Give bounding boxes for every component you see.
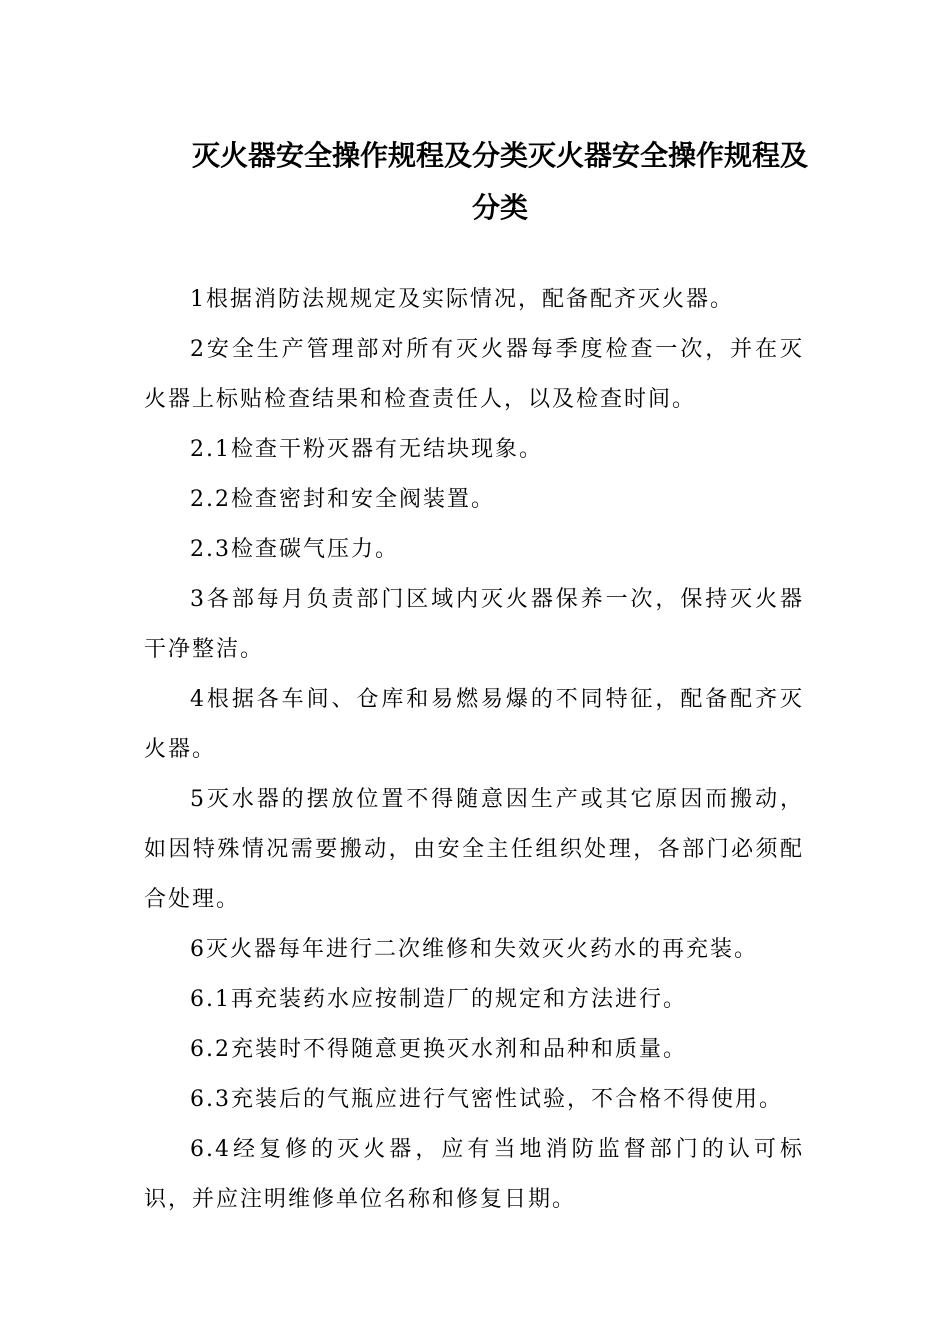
paragraph-4: 4根据各车间、仓库和易燃易爆的不同特征，配备配齐灭火器。: [144, 687, 804, 762]
paragraph-6: 6灭火器每年进行二次维修和失效灭火药水的再充装。: [190, 937, 758, 962]
paragraph-6-3: 6.3充装后的气瓶应进行气密性试验，不合格不得使用。: [190, 1087, 783, 1112]
paragraph-2: 2安全生产管理部对所有灭火器每季度检查一次，并在灭火器上标贴检查结果和检查责任人，以及检查时间。: [144, 337, 804, 412]
paragraph-6-2: 6.2充装时不得随意更换灭水剂和品种和质量。: [190, 1037, 687, 1062]
paragraph-6-1: 6.1再充装药水应按制造厂的规定和方法进行。: [190, 987, 687, 1012]
paragraph-6-4: 6.4经复修的灭火器，应有当地消防监督部门的认可标识，并应注明维修单位名称和修复日期。: [144, 1137, 804, 1212]
document-title: 灭火器安全操作规程及分类灭火器安全操作规程及分类: [191, 139, 808, 224]
paragraph-2-1: 2.1检查干粉灭器有无结块现象。: [190, 437, 543, 462]
paragraph-2-3: 2.3检查碳气压力。: [190, 537, 399, 562]
paragraph-5: 5灭水器的摆放位置不得随意因生产或其它原因而搬动，如因特殊情况需要搬动，由安全主任组织处理，各部门必须配合处理。: [144, 787, 804, 912]
document-body: [144, 275, 804, 1225]
paragraph-1: 1根据消防法规规定及实际情况，配备配齐灭火器。: [190, 287, 734, 312]
paragraph-3: 3各部每月负责部门区域内灭火器保养一次，保持灭火器干净整洁。: [144, 587, 804, 662]
paragraph-2-2: 2.2检查密封和安全阀装置。: [190, 487, 495, 512]
